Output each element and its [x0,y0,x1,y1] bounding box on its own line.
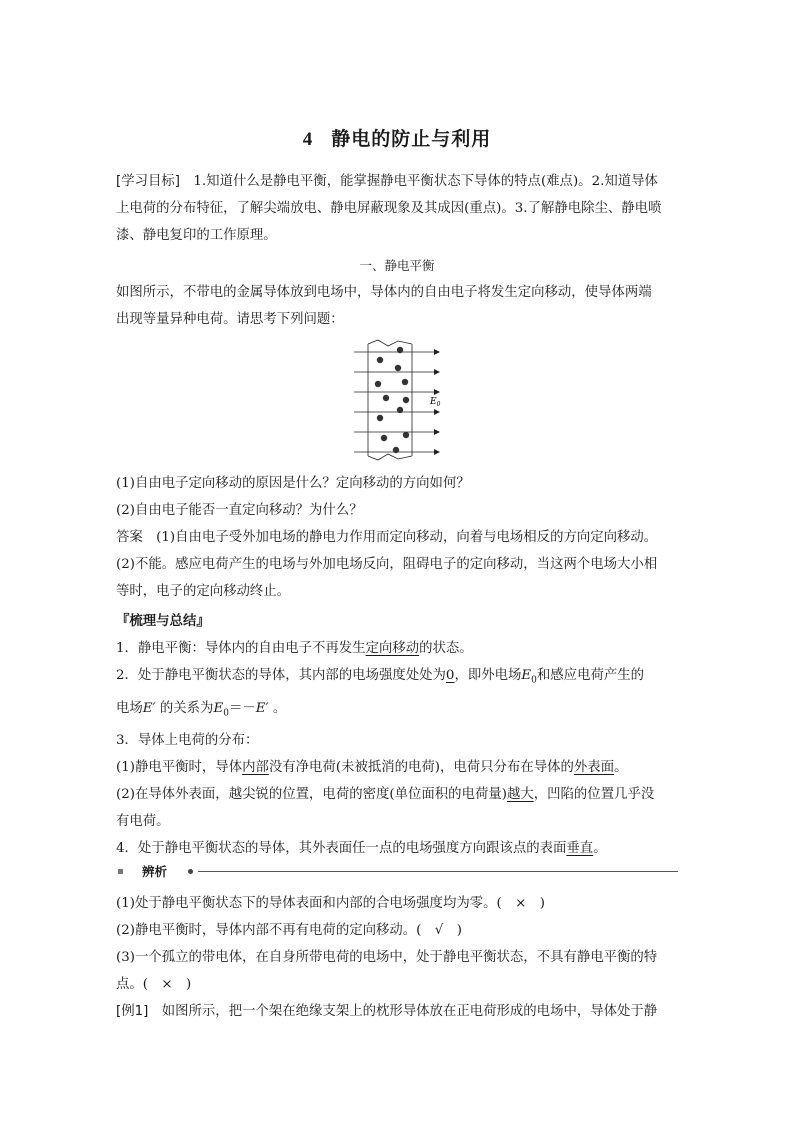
electron [403,397,409,403]
judge-item-3-line-1: (3)一个孤立的带电体，在自身所带电荷的电场中，处于静电平衡状态，不具有静电平衡的特 [116,950,658,965]
answer-label: 答案 [116,530,143,545]
judge-section-bar [116,862,678,880]
learning-goals [116,168,678,249]
conductor-in-field-figure [350,338,446,462]
electron [383,395,389,401]
arrowhead [434,429,440,435]
answer-line-3: 等时，电子的定向移动终止。 [116,584,291,599]
goals-label: [学习目标] [116,174,181,189]
arrowhead [434,409,440,415]
questions [116,470,678,605]
goals-line-3: 漆、静电复印的工作原理。 [116,228,277,243]
arrowhead [434,449,440,455]
square-marker-icon [118,869,123,874]
electron [395,365,401,371]
summary-item-2-line-2: 电场E′ 的关系为$E_0=-E'$ 。 [116,700,287,719]
summary-item-2-line-1: 2．处于静电平衡状态的导体，其内部的电场强度处处为0，即外电场$E_0$和感应电荷产生的 [116,668,645,686]
arrowhead [434,349,440,355]
judge-item-1: (1)处于静电平衡状态下的导体表面和内部的合电场强度均为零。( × ) [116,896,545,911]
judge-items [116,890,678,1025]
summary-item-4: 4．处于静电平衡状态的导体，其外表面任一点的电场强度方向跟该点的表面垂直。 [116,841,607,857]
electron [403,432,409,438]
conductor-top-break [368,340,412,346]
intro-paragraph [116,279,678,333]
question-2: (2)自由电子能否一直定向移动？为什么？ [116,503,363,518]
goals-line-2: 上电荷的分布特征，了解尖端放电、静电屏蔽现象及其成因(重点)。3.了解静电除尘、静电喷 [116,201,662,216]
electron [397,407,403,413]
summary-item-3a: (1)静电平衡时，导体内部没有净电荷(未被抵消的电荷)，电荷只分布在导体的外表面。 [116,760,628,776]
arrowhead [434,389,440,395]
section-divider [198,871,678,872]
summary-item-1: 1．静电平衡：导体内的自由电子不再发生定向移动的状态。 [116,641,473,656]
goals-line-1: [学习目标] 1.知道什么是静电平衡，能掌握静电平衡状态下导体的特点(难点)。2.知道导体 [116,174,658,189]
title-text: 静电的防止与利用 [331,128,492,150]
electrons [375,347,409,453]
electron [402,379,408,385]
judge-item-3-line-2: 点。( × ) [116,977,192,992]
field-lines [354,352,434,452]
judge-item-2: (2)静电平衡时，导体内部不再有电荷的定向移动。( √ ) [116,923,462,938]
answer-line-2: (2)不能。感应电荷产生的电场与外加电场反向，阻碍电子的定向移动，当这两个电场大小相 [116,557,658,572]
judge-heading: 辨析 [142,864,168,879]
title-number: 4 [302,129,314,150]
conductor-bottom-break [368,454,412,460]
summary-item-3: 3．导体上电荷的分布： [116,733,259,749]
electron [377,357,383,363]
arrowhead [434,369,440,375]
intro-line-2: 出现等量异种电荷。请思考下列问题： [116,312,344,327]
dot-marker-icon [188,869,193,874]
example-1: [例1] 如图所示，把一个架在绝缘支架上的枕形导体放在正电荷形成的电场中，导体处于静 [116,1004,658,1019]
electron [375,381,381,387]
example-label: [例1] [116,1004,149,1019]
intro-line-1: 如图所示，不带电的金属导体放到电场中，导体内的自由电子将发生定向移动，使导体两端 [116,285,652,300]
electron [377,415,383,421]
summary-item-3b-line-1: (2)在导体外表面，越尖锐的位置，电荷的密度(单位面积的电荷量)越大，凹陷的位置几乎没 [116,787,655,803]
question-1: (1)自由电子定向移动的原因是什么？定向移动的方向如何？ [116,476,470,491]
field-label: $E_0$ [430,397,441,408]
summary [116,608,678,862]
electron [381,435,387,441]
summary-heading: 『梳理与总结』 [116,614,210,629]
section-heading: 一、静电平衡 [359,258,435,273]
page-title [0,124,794,151]
summary-item-3b-line-2: 有电荷。 [116,814,170,830]
answer-line-1: 答案 (1)自由电子受外加电场的静电力作用而定向移动，向着与电场相反的方向定向移动。 [116,530,658,545]
electron [393,447,399,453]
electron [397,347,403,353]
